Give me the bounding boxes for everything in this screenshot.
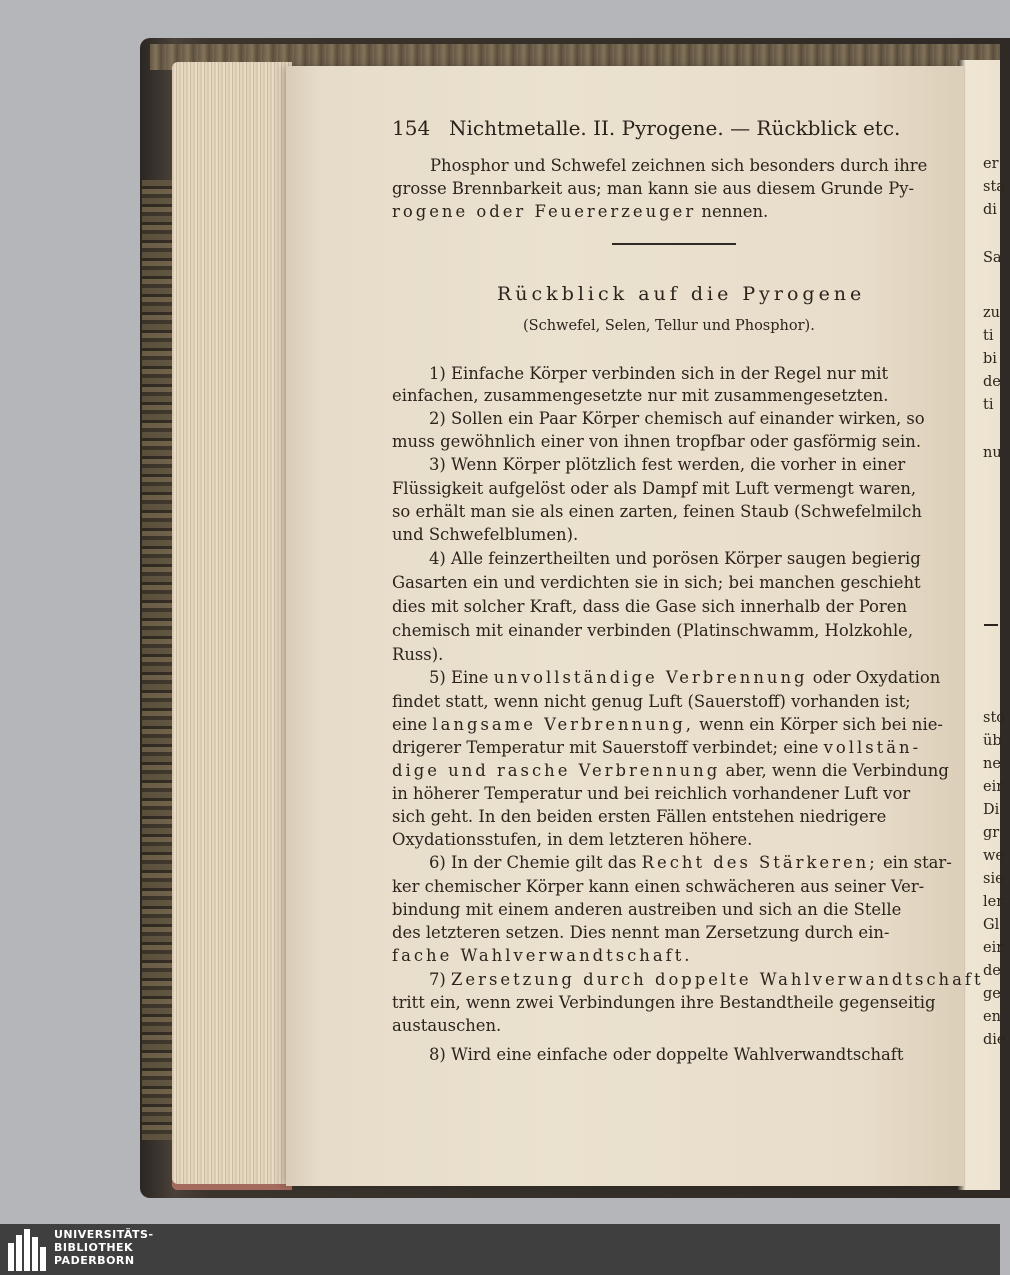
para-7-line-1: [429, 970, 984, 989]
section-divider: [612, 243, 736, 245]
facing-fragment: ler: [983, 894, 1004, 910]
para-3-line-2: Flüssigkeit aufgelöst oder als Dampf mit Luft vermengt waren,: [392, 479, 917, 498]
para-5-line-4: [392, 738, 921, 757]
para-4-line-1: 4) Alle feinzertheilten und porösen Körper saugen begierig: [429, 549, 921, 568]
para-5-line-1-end: oder Oxydation: [812, 668, 941, 687]
intro-emphasis: rogene oder Feuererzeuger: [392, 202, 697, 221]
para-1-line-2: einfachen, zusammengesetzte nur mit zusammengesetzten.: [392, 386, 889, 405]
facing-fragment: sie: [983, 871, 1004, 887]
facing-fragment: ti: [983, 328, 994, 344]
para-6-line-3: bindung mit einem anderen austreiben und sich an die Stelle: [392, 900, 902, 919]
para-4-line-3: dies mit solcher Kraft, dass die Gase sich innerhalb der Poren: [392, 597, 908, 616]
para-1-line-1: 1) Einfache Körper verbinden sich in der Regel nur mit: [429, 364, 889, 383]
para-4-line-2: Gasarten ein und verdichten sie in sich; bei manchen geschieht: [392, 573, 921, 592]
para-5-line-2: findet statt, wenn nicht genug Luft (Sauerstoff) vorhanden ist;: [392, 692, 911, 711]
institution-line-2: BIBLIOTHEK: [54, 1241, 134, 1254]
para-6-line-1-end: ein star-: [882, 853, 952, 872]
facing-fragment: sto: [983, 710, 1005, 726]
para-5-line-3: [392, 715, 943, 734]
para-5-line-6: in höherer Temperatur und bei reichlich vorhandener Luft vor: [392, 784, 911, 803]
para-7-line-2: tritt ein, wenn zwei Verbindungen ihre Bestandtheile gegenseitig: [392, 993, 936, 1012]
para-3-line-4: und Schwefelblumen).: [392, 525, 579, 544]
intro-line-2: grosse Brennbarkeit aus; man kann sie aus diesem Grunde Py-: [392, 179, 915, 198]
facing-fragment: Gl: [983, 917, 1000, 933]
para-5-line-1-start: 5) Eine: [429, 668, 489, 687]
para-8-line-1: 8) Wird eine einfache oder doppelte Wahlverwandtschaft: [429, 1045, 904, 1064]
library-logo-icon: [8, 1229, 46, 1271]
facing-fragment: de: [983, 963, 1001, 979]
para-6-line-1: [429, 853, 952, 872]
para-3-line-3: so erhält man sie als einen zarten, feinen Staub (Schwefelmilch: [392, 502, 922, 521]
facing-fragment: gr: [983, 825, 1000, 841]
para-7-number: 7): [429, 970, 446, 989]
para-7-emphasis: Zersetzung durch doppelte Wahlverwandtschaft: [451, 970, 984, 989]
para-6-emphasis: Recht des Stärkeren;: [641, 853, 878, 872]
facing-fragment: ne: [983, 756, 1001, 772]
para-5-line-8: Oxydationsstufen, in dem letzteren höhere.: [392, 830, 753, 849]
para-5-line-3-start: eine: [392, 715, 428, 734]
facing-fragment: nu: [983, 445, 1002, 461]
para-6-line-5: fache Wahlverwandtschaft.: [392, 946, 693, 965]
running-title: Nichtmetalle. II. Pyrogene. — Rückblick etc.: [449, 116, 901, 140]
facing-fragment: eir: [983, 779, 1004, 795]
para-6-line-1-start: 6) In der Chemie gilt das: [429, 853, 637, 872]
facing-fragment: di: [983, 202, 997, 218]
para-5-line-5-end: aber, wenn die Verbindung: [725, 761, 949, 780]
para-7-line-3: austauschen.: [392, 1016, 502, 1035]
para-5-line-1: [429, 668, 940, 687]
facing-fragment: de: [983, 374, 1001, 390]
para-3-line-1: 3) Wenn Körper plötzlich fest werden, die vorher in einer: [429, 455, 906, 474]
facing-fragment: ti: [983, 397, 994, 413]
para-5-emphasis-4: dige und rasche Verbrennung: [392, 761, 721, 780]
facing-fragment: ge: [983, 986, 1001, 1002]
section-subtitle: (Schwefel, Selen, Tellur und Phosphor).: [523, 318, 815, 334]
para-5-line-3-end: wenn ein Körper sich bei nie-: [699, 715, 943, 734]
para-2-line-1: 2) Sollen ein Paar Körper chemisch auf einander wirken, so: [429, 409, 925, 428]
intro-line-1: Phosphor und Schwefel zeichnen sich besonders durch ihre: [430, 156, 928, 175]
facing-fragment: we: [983, 848, 1004, 864]
para-5-line-5: [392, 761, 949, 780]
para-5-emphasis-3: vollstän-: [823, 738, 922, 757]
facing-fragment: die: [983, 1032, 1006, 1048]
para-5-line-4-start: drigerer Temperatur mit Sauerstoff verbindet; eine: [392, 738, 819, 757]
facing-fragment: en: [983, 1009, 1001, 1025]
facing-dash: [984, 624, 998, 626]
section-title: Rückblick auf die Pyrogene: [497, 283, 866, 305]
facing-fragment: eir: [983, 940, 1004, 956]
page-number: 154: [392, 116, 431, 140]
facing-fragment: Di: [983, 802, 1000, 818]
page-edges: [172, 62, 292, 1190]
facing-fragment: er: [983, 156, 999, 172]
facing-fragment: Sa: [983, 250, 1002, 266]
institution-line-1: UNIVERSITÄTS-: [54, 1228, 154, 1241]
intro-line-3-end: nennen.: [701, 202, 769, 221]
para-5-line-7: sich geht. In den beiden ersten Fällen entstehen niedrigere: [392, 807, 887, 826]
facing-fragment: üb: [983, 733, 1002, 749]
para-6-line-2: ker chemischer Körper kann einen schwächeren aus seiner Ver-: [392, 877, 925, 896]
para-5-emphasis-1: unvollständige Verbrennung: [493, 668, 808, 687]
para-6-line-4: des letzteren setzen. Dies nennt man Zersetzung durch ein-: [392, 923, 890, 942]
para-5-emphasis-2: langsame Verbrennung,: [432, 715, 694, 734]
para-2-line-2: muss gewöhnlich einer von ihnen tropfbar oder gasförmig sein.: [392, 432, 922, 451]
book-spine-pattern: [142, 180, 172, 1140]
para-4-line-4: chemisch mit einander verbinden (Platinschwamm, Holzkohle,: [392, 621, 914, 640]
facing-fragment: sta: [983, 179, 1005, 195]
para-4-line-5: Russ).: [392, 645, 444, 664]
facing-fragment: zu: [983, 305, 1000, 321]
facing-fragment: bi: [983, 351, 997, 367]
intro-line-3: [392, 202, 768, 221]
institution-line-3: PADERBORN: [54, 1254, 135, 1267]
